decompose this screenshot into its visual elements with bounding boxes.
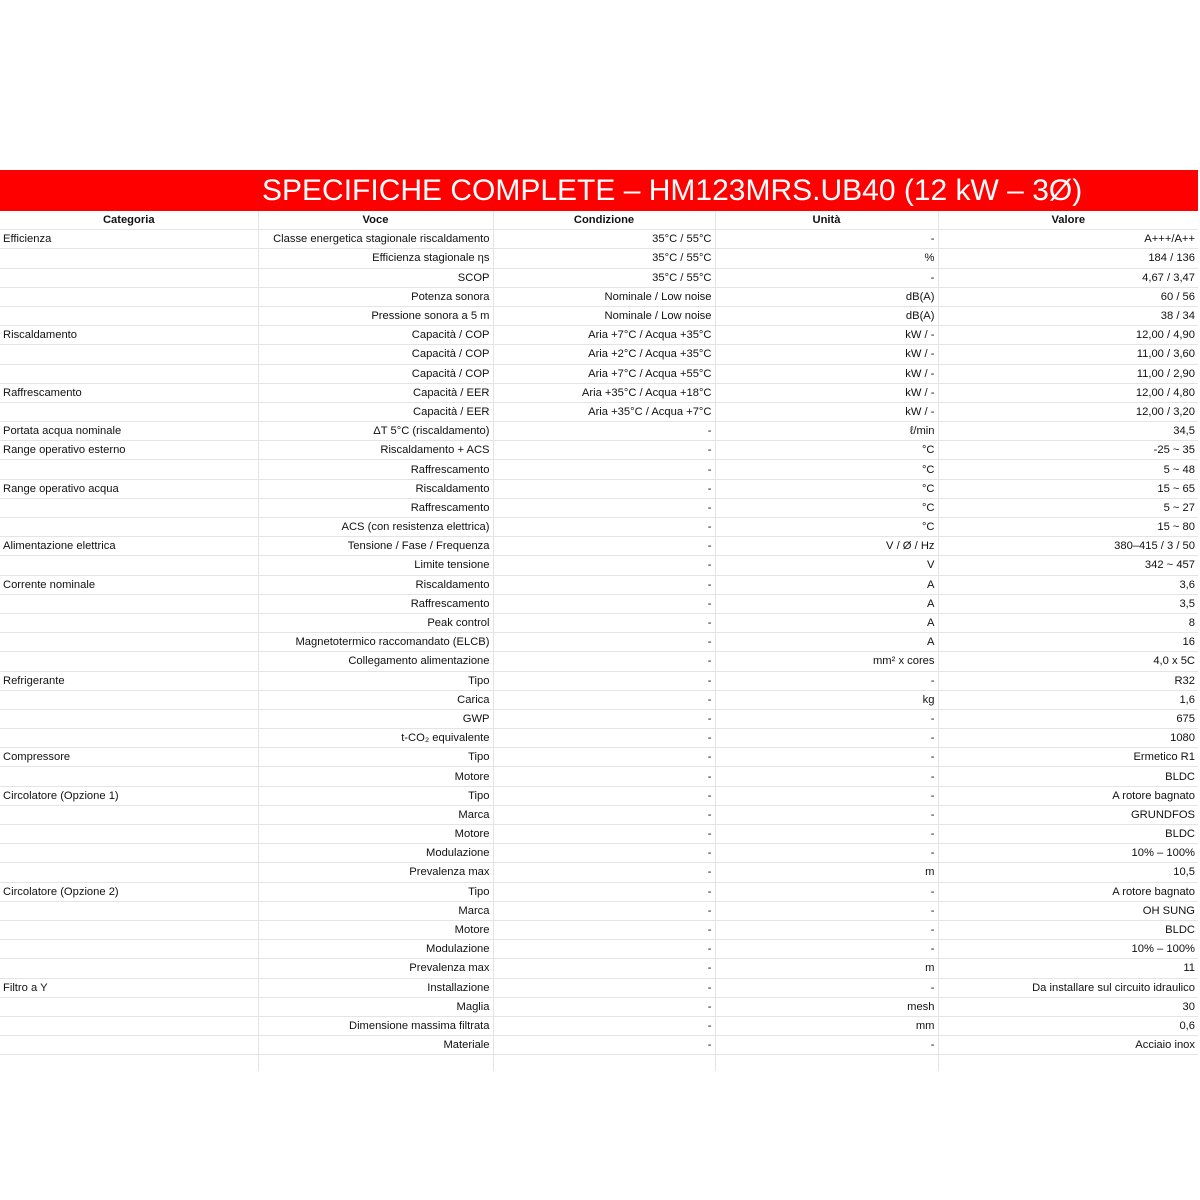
table-row: [0, 1016, 1198, 1035]
cell-voce: Tipo: [258, 882, 493, 901]
cell-categoria: [0, 633, 258, 652]
cell-categoria: Riscaldamento: [0, 326, 258, 345]
cell-valore: Ermetico R1: [938, 748, 1198, 767]
page-title: SPECIFICHE COMPLETE – HM123MRS.UB40 (12 kW – 3Ø): [262, 174, 1083, 207]
cell-unita: -: [715, 786, 938, 805]
cell-categoria: [0, 920, 258, 939]
header-row: [0, 211, 1198, 230]
cell-voce: Classe energetica stagionale riscaldamento: [258, 230, 493, 249]
cell-unita: mm: [715, 1016, 938, 1035]
cell-unita: mesh: [715, 997, 938, 1016]
cell-valore: 3,5: [938, 594, 1198, 613]
cell-valore: BLDC: [938, 920, 1198, 939]
cell-condizione: -: [493, 652, 715, 671]
cell-voce: Installazione: [258, 978, 493, 997]
cell-voce: ΔT 5°C (riscaldamento): [258, 422, 493, 441]
cell-valore: 5 ~ 27: [938, 498, 1198, 517]
cell-condizione: -: [493, 767, 715, 786]
cell-voce: Capacità / EER: [258, 383, 493, 402]
cell-unita: -: [715, 767, 938, 786]
cell-condizione: -: [493, 825, 715, 844]
cell-condizione: Aria +35°C / Acqua +7°C: [493, 402, 715, 421]
empty-row: [0, 1055, 1198, 1072]
cell-unita: °C: [715, 460, 938, 479]
cell-unita: dB(A): [715, 287, 938, 306]
cell-categoria: [0, 268, 258, 287]
cell-unita: A: [715, 633, 938, 652]
cell-unita: -: [715, 844, 938, 863]
cell-condizione: 35°C / 55°C: [493, 230, 715, 249]
cell-valore: 38 / 34: [938, 306, 1198, 325]
cell-valore: 11: [938, 959, 1198, 978]
spec-sheet: [0, 211, 1198, 1071]
cell-unita: A: [715, 575, 938, 594]
cell-categoria: [0, 767, 258, 786]
cell-voce: Tipo: [258, 671, 493, 690]
table-row: [0, 364, 1198, 383]
empty-cell: [0, 1055, 258, 1072]
table-row: [0, 940, 1198, 959]
cell-categoria: Filtro a Y: [0, 978, 258, 997]
empty-cell: [715, 1055, 938, 1072]
table-row: [0, 479, 1198, 498]
cell-voce: Capacità / COP: [258, 326, 493, 345]
cell-categoria: Alimentazione elettrica: [0, 537, 258, 556]
cell-unita: V / Ø / Hz: [715, 537, 938, 556]
cell-voce: Potenza sonora: [258, 287, 493, 306]
column-header-unita: Unità: [715, 211, 938, 230]
cell-unita: -: [715, 671, 938, 690]
cell-condizione: -: [493, 940, 715, 959]
cell-valore: 11,00 / 3,60: [938, 345, 1198, 364]
cell-valore: Da installare sul circuito idraulico: [938, 978, 1198, 997]
table-row: [0, 575, 1198, 594]
cell-categoria: Efficienza: [0, 230, 258, 249]
table-row: [0, 441, 1198, 460]
cell-valore: 4,0 x 5C: [938, 652, 1198, 671]
cell-categoria: Range operativo esterno: [0, 441, 258, 460]
cell-voce: Capacità / COP: [258, 364, 493, 383]
cell-categoria: [0, 594, 258, 613]
cell-voce: Motore: [258, 920, 493, 939]
table-row: [0, 786, 1198, 805]
cell-unita: °C: [715, 479, 938, 498]
cell-voce: Raffrescamento: [258, 594, 493, 613]
table-row: [0, 748, 1198, 767]
cell-unita: -: [715, 882, 938, 901]
cell-unita: ℓ/min: [715, 422, 938, 441]
cell-categoria: [0, 940, 258, 959]
cell-condizione: Aria +2°C / Acqua +35°C: [493, 345, 715, 364]
cell-valore: 4,67 / 3,47: [938, 268, 1198, 287]
cell-categoria: Circolatore (Opzione 2): [0, 882, 258, 901]
cell-condizione: -: [493, 863, 715, 882]
cell-condizione: -: [493, 633, 715, 652]
table-row: [0, 767, 1198, 786]
cell-unita: %: [715, 249, 938, 268]
table-row: [0, 594, 1198, 613]
cell-condizione: -: [493, 575, 715, 594]
cell-condizione: -: [493, 1016, 715, 1035]
cell-categoria: Corrente nominale: [0, 575, 258, 594]
cell-voce: Prevalenza max: [258, 863, 493, 882]
cell-condizione: -: [493, 690, 715, 709]
cell-unita: kW / -: [715, 402, 938, 421]
column-header-valore: Valore: [938, 211, 1198, 230]
table-row: [0, 1036, 1198, 1055]
cell-valore: 60 / 56: [938, 287, 1198, 306]
cell-voce: Tipo: [258, 786, 493, 805]
cell-voce: Magnetotermico raccomandato (ELCB): [258, 633, 493, 652]
cell-condizione: -: [493, 460, 715, 479]
cell-unita: -: [715, 825, 938, 844]
cell-voce: Modulazione: [258, 844, 493, 863]
cell-valore: A+++/A++: [938, 230, 1198, 249]
cell-categoria: [0, 498, 258, 517]
cell-valore: 10,5: [938, 863, 1198, 882]
cell-unita: -: [715, 1036, 938, 1055]
cell-voce: Modulazione: [258, 940, 493, 959]
table-row: [0, 402, 1198, 421]
cell-valore: BLDC: [938, 825, 1198, 844]
cell-categoria: [0, 1036, 258, 1055]
cell-condizione: Aria +7°C / Acqua +55°C: [493, 364, 715, 383]
cell-valore: 12,00 / 4,90: [938, 326, 1198, 345]
cell-valore: 0,6: [938, 1016, 1198, 1035]
cell-voce: ACS (con resistenza elettrica): [258, 518, 493, 537]
cell-categoria: Range operativo acqua: [0, 479, 258, 498]
cell-voce: Efficienza stagionale ηs: [258, 249, 493, 268]
cell-valore: 342 ~ 457: [938, 556, 1198, 575]
table-row: [0, 825, 1198, 844]
cell-valore: 15 ~ 65: [938, 479, 1198, 498]
cell-unita: -: [715, 230, 938, 249]
cell-valore: 1,6: [938, 690, 1198, 709]
table-row: [0, 671, 1198, 690]
spec-table: [0, 211, 1198, 1071]
cell-condizione: -: [493, 671, 715, 690]
cell-categoria: [0, 460, 258, 479]
cell-categoria: Compressore: [0, 748, 258, 767]
cell-condizione: Aria +35°C / Acqua +18°C: [493, 383, 715, 402]
column-header-categoria: Categoria: [0, 211, 258, 230]
table-row: [0, 287, 1198, 306]
cell-valore: 10% – 100%: [938, 940, 1198, 959]
cell-unita: -: [715, 729, 938, 748]
table-row: [0, 268, 1198, 287]
cell-categoria: [0, 825, 258, 844]
cell-unita: kg: [715, 690, 938, 709]
cell-valore: 675: [938, 709, 1198, 728]
cell-voce: Maglia: [258, 997, 493, 1016]
table-row: [0, 959, 1198, 978]
cell-condizione: 35°C / 55°C: [493, 268, 715, 287]
cell-voce: Motore: [258, 825, 493, 844]
cell-valore: 5 ~ 48: [938, 460, 1198, 479]
cell-voce: Capacità / EER: [258, 402, 493, 421]
table-row: [0, 498, 1198, 517]
cell-unita: -: [715, 901, 938, 920]
cell-condizione: -: [493, 422, 715, 441]
cell-unita: kW / -: [715, 326, 938, 345]
table-row: [0, 230, 1198, 249]
table-row: [0, 460, 1198, 479]
table-row: [0, 997, 1198, 1016]
cell-valore: 30: [938, 997, 1198, 1016]
table-row: [0, 901, 1198, 920]
cell-voce: Riscaldamento: [258, 479, 493, 498]
table-row: [0, 383, 1198, 402]
cell-valore: 8: [938, 613, 1198, 632]
cell-voce: Riscaldamento + ACS: [258, 441, 493, 460]
cell-categoria: [0, 709, 258, 728]
cell-condizione: -: [493, 518, 715, 537]
table-row: [0, 345, 1198, 364]
cell-valore: 10% – 100%: [938, 844, 1198, 863]
cell-condizione: -: [493, 997, 715, 1016]
table-row: [0, 518, 1198, 537]
cell-categoria: [0, 901, 258, 920]
cell-voce: Marca: [258, 901, 493, 920]
table-row: [0, 805, 1198, 824]
table-row: [0, 690, 1198, 709]
cell-valore: 12,00 / 4,80: [938, 383, 1198, 402]
cell-categoria: [0, 729, 258, 748]
cell-categoria: [0, 518, 258, 537]
cell-condizione: -: [493, 613, 715, 632]
cell-categoria: [0, 613, 258, 632]
table-row: [0, 556, 1198, 575]
title-bar: [0, 170, 1198, 211]
cell-voce: Raffrescamento: [258, 498, 493, 517]
cell-valore: 11,00 / 2,90: [938, 364, 1198, 383]
table-row: [0, 326, 1198, 345]
cell-voce: Raffrescamento: [258, 460, 493, 479]
cell-condizione: Aria +7°C / Acqua +35°C: [493, 326, 715, 345]
cell-condizione: -: [493, 441, 715, 460]
cell-categoria: [0, 249, 258, 268]
cell-unita: -: [715, 268, 938, 287]
column-header-condizione: Condizione: [493, 211, 715, 230]
cell-categoria: [0, 364, 258, 383]
table-row: [0, 844, 1198, 863]
cell-valore: A rotore bagnato: [938, 786, 1198, 805]
cell-condizione: -: [493, 920, 715, 939]
cell-categoria: [0, 556, 258, 575]
table-row: [0, 652, 1198, 671]
cell-valore: 1080: [938, 729, 1198, 748]
cell-valore: 34,5: [938, 422, 1198, 441]
empty-cell: [258, 1055, 493, 1072]
cell-voce: GWP: [258, 709, 493, 728]
cell-unita: kW / -: [715, 345, 938, 364]
cell-voce: Peak control: [258, 613, 493, 632]
cell-unita: -: [715, 978, 938, 997]
table-row: [0, 537, 1198, 556]
table-row: [0, 729, 1198, 748]
cell-categoria: [0, 345, 258, 364]
cell-condizione: -: [493, 844, 715, 863]
cell-categoria: [0, 402, 258, 421]
table-row: [0, 249, 1198, 268]
table-row: [0, 882, 1198, 901]
table-row: [0, 633, 1198, 652]
cell-condizione: -: [493, 959, 715, 978]
cell-unita: -: [715, 748, 938, 767]
cell-condizione: -: [493, 729, 715, 748]
cell-voce: Materiale: [258, 1036, 493, 1055]
cell-categoria: Circolatore (Opzione 1): [0, 786, 258, 805]
table-row: [0, 863, 1198, 882]
cell-categoria: [0, 1016, 258, 1035]
cell-unita: -: [715, 709, 938, 728]
cell-valore: 16: [938, 633, 1198, 652]
cell-voce: Riscaldamento: [258, 575, 493, 594]
cell-voce: Prevalenza max: [258, 959, 493, 978]
empty-cell: [493, 1055, 715, 1072]
cell-valore: R32: [938, 671, 1198, 690]
table-row: [0, 306, 1198, 325]
cell-unita: °C: [715, 498, 938, 517]
cell-voce: Carica: [258, 690, 493, 709]
cell-condizione: 35°C / 55°C: [493, 249, 715, 268]
cell-categoria: [0, 652, 258, 671]
cell-categoria: [0, 863, 258, 882]
cell-condizione: -: [493, 594, 715, 613]
cell-categoria: Refrigerante: [0, 671, 258, 690]
cell-unita: kW / -: [715, 383, 938, 402]
table-row: [0, 613, 1198, 632]
cell-categoria: [0, 287, 258, 306]
cell-unita: V: [715, 556, 938, 575]
cell-valore: 184 / 136: [938, 249, 1198, 268]
cell-condizione: -: [493, 748, 715, 767]
cell-condizione: Nominale / Low noise: [493, 306, 715, 325]
cell-unita: A: [715, 594, 938, 613]
cell-condizione: -: [493, 537, 715, 556]
cell-condizione: -: [493, 901, 715, 920]
cell-valore: OH SUNG: [938, 901, 1198, 920]
cell-condizione: -: [493, 1036, 715, 1055]
cell-valore: Acciaio inox: [938, 1036, 1198, 1055]
cell-categoria: [0, 959, 258, 978]
cell-categoria: Portata acqua nominale: [0, 422, 258, 441]
cell-voce: Dimensione massima filtrata: [258, 1016, 493, 1035]
cell-condizione: -: [493, 786, 715, 805]
cell-unita: m: [715, 959, 938, 978]
cell-condizione: -: [493, 479, 715, 498]
cell-unita: °C: [715, 441, 938, 460]
cell-unita: A: [715, 613, 938, 632]
cell-unita: m: [715, 863, 938, 882]
cell-voce: Pressione sonora a 5 m: [258, 306, 493, 325]
cell-voce: Limite tensione: [258, 556, 493, 575]
cell-voce: Tipo: [258, 748, 493, 767]
cell-categoria: [0, 997, 258, 1016]
cell-condizione: -: [493, 805, 715, 824]
empty-cell: [938, 1055, 1198, 1072]
cell-valore: 15 ~ 80: [938, 518, 1198, 537]
cell-categoria: [0, 690, 258, 709]
cell-voce: Collegamento alimentazione: [258, 652, 493, 671]
cell-condizione: Nominale / Low noise: [493, 287, 715, 306]
spec-table-body: [0, 230, 1198, 1072]
cell-condizione: -: [493, 882, 715, 901]
cell-voce: Motore: [258, 767, 493, 786]
cell-categoria: [0, 306, 258, 325]
cell-unita: -: [715, 920, 938, 939]
cell-voce: Capacità / COP: [258, 345, 493, 364]
table-row: [0, 422, 1198, 441]
cell-unita: °C: [715, 518, 938, 537]
column-header-voce: Voce: [258, 211, 493, 230]
cell-condizione: -: [493, 498, 715, 517]
table-row: [0, 978, 1198, 997]
cell-unita: -: [715, 940, 938, 959]
cell-voce: t-CO₂ equivalente: [258, 729, 493, 748]
cell-condizione: -: [493, 978, 715, 997]
cell-valore: -25 ~ 35: [938, 441, 1198, 460]
cell-categoria: [0, 844, 258, 863]
cell-valore: GRUNDFOS: [938, 805, 1198, 824]
cell-unita: mm² x cores: [715, 652, 938, 671]
cell-valore: 380–415 / 3 / 50: [938, 537, 1198, 556]
cell-voce: Tensione / Fase / Frequenza: [258, 537, 493, 556]
cell-valore: BLDC: [938, 767, 1198, 786]
cell-valore: 12,00 / 3,20: [938, 402, 1198, 421]
cell-valore: 3,6: [938, 575, 1198, 594]
table-row: [0, 709, 1198, 728]
cell-unita: -: [715, 805, 938, 824]
cell-voce: Marca: [258, 805, 493, 824]
cell-condizione: -: [493, 556, 715, 575]
cell-unita: kW / -: [715, 364, 938, 383]
table-row: [0, 920, 1198, 939]
cell-categoria: Raffrescamento: [0, 383, 258, 402]
cell-condizione: -: [493, 709, 715, 728]
cell-unita: dB(A): [715, 306, 938, 325]
cell-voce: SCOP: [258, 268, 493, 287]
cell-valore: A rotore bagnato: [938, 882, 1198, 901]
cell-categoria: [0, 805, 258, 824]
